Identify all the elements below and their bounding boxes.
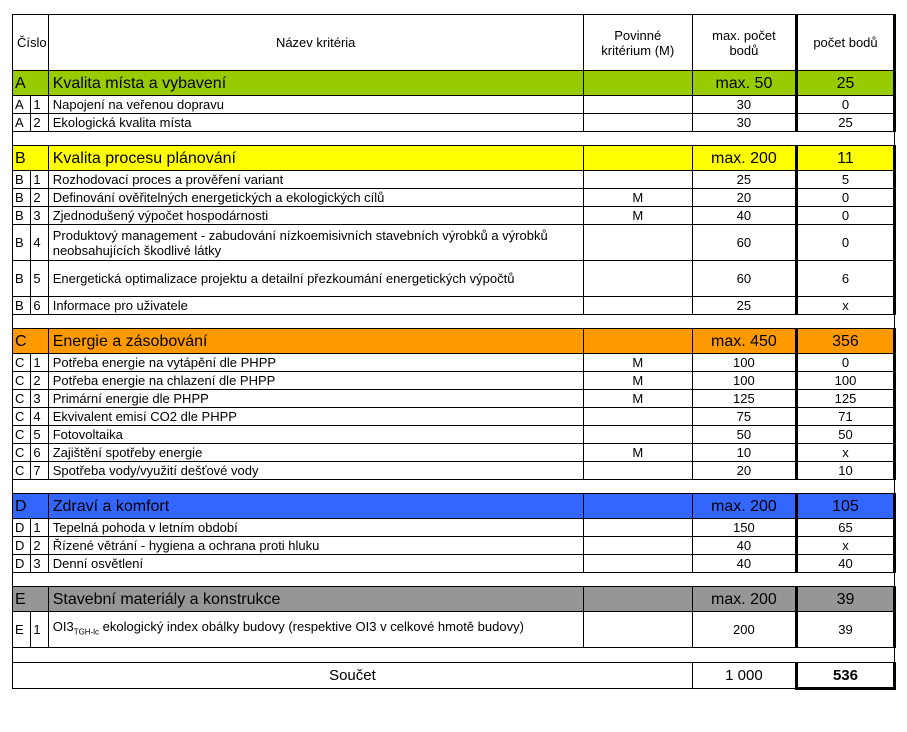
criterion-max: 40 — [692, 555, 796, 573]
criterion-name-rest: ekologický index obálky budovy (respektive OI3 v celkové hmotě budovy) — [99, 619, 524, 635]
criterion-name: Zajištění spotřeby energie — [48, 444, 583, 462]
criterion-mandatory: M — [583, 444, 692, 462]
criterion-name: Produktový management - zabudování nízkoemisivních stavebních výrobků a výrobků neobsahujících škodlivé látky — [48, 225, 583, 261]
criterion-points: 0 — [796, 354, 894, 372]
header-row — [13, 15, 895, 71]
criterion-mandatory: M — [583, 372, 692, 390]
spacer-row — [13, 480, 895, 494]
spacer-cell — [13, 480, 895, 494]
criterion-mandatory: M — [583, 390, 692, 408]
criterion-row — [13, 207, 895, 225]
criterion-row — [13, 96, 895, 114]
criterion-max: 40 — [692, 537, 796, 555]
criterion-name: Rozhodovací proces a prověření variant — [48, 171, 583, 189]
criterion-number: 2 — [31, 114, 48, 132]
criterion-points: x — [796, 537, 894, 555]
criterion-mandatory — [583, 171, 692, 189]
category-points: 39 — [796, 587, 894, 612]
criterion-mandatory: M — [583, 189, 692, 207]
category-letter: D — [13, 494, 49, 519]
criterion-row — [13, 225, 895, 261]
criterion-points: 40 — [796, 555, 894, 573]
criterion-max: 60 — [692, 261, 796, 297]
spacer-cell — [13, 132, 895, 146]
category-empty — [583, 494, 692, 519]
category-empty — [583, 329, 692, 354]
criterion-row — [13, 555, 895, 573]
spacer-cell — [13, 573, 895, 587]
category-points: 11 — [796, 146, 894, 171]
criterion-number: 2 — [31, 372, 48, 390]
criterion-letter: B — [13, 189, 31, 207]
criterion-name — [48, 612, 583, 648]
criterion-number: 3 — [31, 555, 48, 573]
category-max: max. 50 — [692, 71, 796, 96]
criterion-points: 39 — [796, 612, 894, 648]
criterion-letter: A — [13, 114, 31, 132]
criterion-row — [13, 426, 895, 444]
category-row — [13, 494, 895, 519]
criterion-mandatory — [583, 612, 692, 648]
criterion-number: 3 — [31, 207, 48, 225]
criterion-points: 10 — [796, 462, 894, 480]
category-row — [13, 71, 895, 96]
criterion-letter: B — [13, 297, 31, 315]
criterion-mandatory — [583, 297, 692, 315]
category-name: Stavební materiály a konstrukce — [48, 587, 583, 612]
category-points: 25 — [796, 71, 894, 96]
spacer-row — [13, 132, 895, 146]
criterion-points: 100 — [796, 372, 894, 390]
criterion-row — [13, 372, 895, 390]
criterion-name: Napojení na veřenou dopravu — [48, 96, 583, 114]
criterion-row — [13, 189, 895, 207]
criterion-row — [13, 171, 895, 189]
criterion-letter: C — [13, 372, 31, 390]
criterion-max: 75 — [692, 408, 796, 426]
criterion-mandatory — [583, 537, 692, 555]
criterion-points: 71 — [796, 408, 894, 426]
criterion-mandatory — [583, 462, 692, 480]
category-letter: E — [13, 587, 49, 612]
category-name: Zdraví a komfort — [48, 494, 583, 519]
criterion-number: 6 — [31, 444, 48, 462]
criterion-max: 30 — [692, 114, 796, 132]
category-empty — [583, 587, 692, 612]
criterion-points: 0 — [796, 189, 894, 207]
category-empty — [583, 71, 692, 96]
criterion-name-main: OI3 — [52, 619, 74, 635]
category-max: max. 200 — [692, 587, 796, 612]
category-points: 105 — [796, 494, 894, 519]
criterion-row — [13, 261, 895, 297]
total-label: Součet — [13, 663, 693, 689]
category-name: Kvalita místa a vybavení — [48, 71, 583, 96]
spacer-row — [13, 573, 895, 587]
criterion-max: 50 — [692, 426, 796, 444]
criterion-letter: C — [13, 408, 31, 426]
category-letter: A — [13, 71, 49, 96]
criterion-mandatory — [583, 519, 692, 537]
criterion-number: 7 — [31, 462, 48, 480]
criterion-name: Ekvivalent emisí CO2 dle PHPP — [48, 408, 583, 426]
criterion-mandatory — [583, 261, 692, 297]
criterion-letter: D — [13, 519, 31, 537]
criterion-number: 4 — [31, 408, 48, 426]
criterion-name: Tepelná pohoda v letním období — [48, 519, 583, 537]
criterion-letter: B — [13, 207, 31, 225]
criterion-number: 5 — [31, 261, 48, 297]
spacer-row — [13, 315, 895, 329]
criterion-max: 30 — [692, 96, 796, 114]
criterion-points: x — [796, 297, 894, 315]
category-points: 356 — [796, 329, 894, 354]
criterion-row — [13, 444, 895, 462]
criterion-letter: B — [13, 261, 31, 297]
criterion-letter: B — [13, 171, 31, 189]
criterion-points: 50 — [796, 426, 894, 444]
criterion-max: 100 — [692, 372, 796, 390]
criterion-name: Energetická optimalizace projektu a detailní přezkoumání energetických výpočtů — [48, 261, 583, 297]
criterion-max: 20 — [692, 189, 796, 207]
criterion-name: Fotovoltaika — [48, 426, 583, 444]
criterion-row — [13, 462, 895, 480]
criterion-max: 25 — [692, 297, 796, 315]
criterion-max: 20 — [692, 462, 796, 480]
criterion-letter: C — [13, 390, 31, 408]
header-max: max. počet bodů — [692, 15, 796, 71]
criterion-max: 25 — [692, 171, 796, 189]
criterion-row — [13, 612, 895, 648]
criterion-mandatory — [583, 408, 692, 426]
criterion-name-subscript: TGH-lc — [73, 627, 100, 637]
criterion-letter: C — [13, 444, 31, 462]
category-empty — [583, 146, 692, 171]
criterion-max: 150 — [692, 519, 796, 537]
criterion-mandatory — [583, 96, 692, 114]
criterion-mandatory — [583, 114, 692, 132]
criterion-points: x — [796, 444, 894, 462]
criterion-points: 0 — [796, 96, 894, 114]
criterion-number: 3 — [31, 390, 48, 408]
criterion-name: Definování ověřitelných energetických a ekologických cílů — [48, 189, 583, 207]
criterion-letter: D — [13, 555, 31, 573]
criterion-number: 5 — [31, 426, 48, 444]
category-letter: B — [13, 146, 49, 171]
header-nazev: Název kritéria — [48, 15, 583, 71]
criterion-letter: E — [13, 612, 31, 648]
criterion-max: 40 — [692, 207, 796, 225]
criterion-row — [13, 408, 895, 426]
criterion-mandatory: M — [583, 354, 692, 372]
criterion-name: Potřeba energie na vytápění dle PHPP — [48, 354, 583, 372]
criterion-max: 10 — [692, 444, 796, 462]
criterion-number: 1 — [31, 612, 48, 648]
criterion-points: 0 — [796, 225, 894, 261]
criterion-mandatory — [583, 555, 692, 573]
category-max: max. 200 — [692, 146, 796, 171]
criterion-letter: A — [13, 96, 31, 114]
criterion-number: 1 — [31, 519, 48, 537]
category-max: max. 450 — [692, 329, 796, 354]
criterion-max: 200 — [692, 612, 796, 648]
criterion-mandatory — [583, 426, 692, 444]
category-max: max. 200 — [692, 494, 796, 519]
criterion-name: Informace pro uživatele — [48, 297, 583, 315]
spacer-row — [13, 648, 895, 663]
criterion-letter: D — [13, 537, 31, 555]
criterion-points: 125 — [796, 390, 894, 408]
criterion-number: 4 — [31, 225, 48, 261]
criterion-name: Zjednodušený výpočet hospodárnosti — [48, 207, 583, 225]
criterion-number: 2 — [31, 537, 48, 555]
criterion-name: Primární energie dle PHPP — [48, 390, 583, 408]
criterion-letter: B — [13, 225, 31, 261]
category-name: Energie a zásobování — [48, 329, 583, 354]
category-row — [13, 329, 895, 354]
criteria-table — [12, 14, 896, 690]
criterion-number: 6 — [31, 297, 48, 315]
criterion-number: 1 — [31, 354, 48, 372]
criterion-mandatory: M — [583, 207, 692, 225]
criterion-letter: C — [13, 354, 31, 372]
category-row — [13, 587, 895, 612]
criterion-points: 6 — [796, 261, 894, 297]
criterion-row — [13, 114, 895, 132]
criterion-row — [13, 537, 895, 555]
criterion-max: 100 — [692, 354, 796, 372]
criterion-name: Potřeba energie na chlazení dle PHPP — [48, 372, 583, 390]
criterion-points: 5 — [796, 171, 894, 189]
criterion-row — [13, 519, 895, 537]
criterion-max: 60 — [692, 225, 796, 261]
criterion-row — [13, 354, 895, 372]
spacer-cell — [13, 648, 895, 663]
header-pocet: počet bodů — [796, 15, 894, 71]
criterion-points: 25 — [796, 114, 894, 132]
category-name: Kvalita procesu plánování — [48, 146, 583, 171]
criterion-letter: C — [13, 426, 31, 444]
criterion-name: Spotřeba vody/využití dešťové vody — [48, 462, 583, 480]
criterion-name: Ekologická kvalita místa — [48, 114, 583, 132]
header-povinne: Povinné kritérium (M) — [583, 15, 692, 71]
criterion-row — [13, 390, 895, 408]
total-max: 1 000 — [692, 663, 796, 689]
total-row — [13, 663, 895, 689]
criterion-number: 2 — [31, 189, 48, 207]
criterion-number: 1 — [31, 96, 48, 114]
criterion-points: 0 — [796, 207, 894, 225]
spacer-cell — [13, 315, 895, 329]
criterion-row — [13, 297, 895, 315]
category-letter: C — [13, 329, 49, 354]
criterion-points: 65 — [796, 519, 894, 537]
criterion-max: 125 — [692, 390, 796, 408]
criterion-number: 1 — [31, 171, 48, 189]
category-row — [13, 146, 895, 171]
criterion-letter: C — [13, 462, 31, 480]
total-points: 536 — [796, 663, 894, 689]
criterion-name: Denní osvětlení — [48, 555, 583, 573]
header-cislo: Číslo — [13, 15, 49, 71]
criterion-name: Řízené větrání - hygiena a ochrana proti hluku — [48, 537, 583, 555]
criterion-mandatory — [583, 225, 692, 261]
